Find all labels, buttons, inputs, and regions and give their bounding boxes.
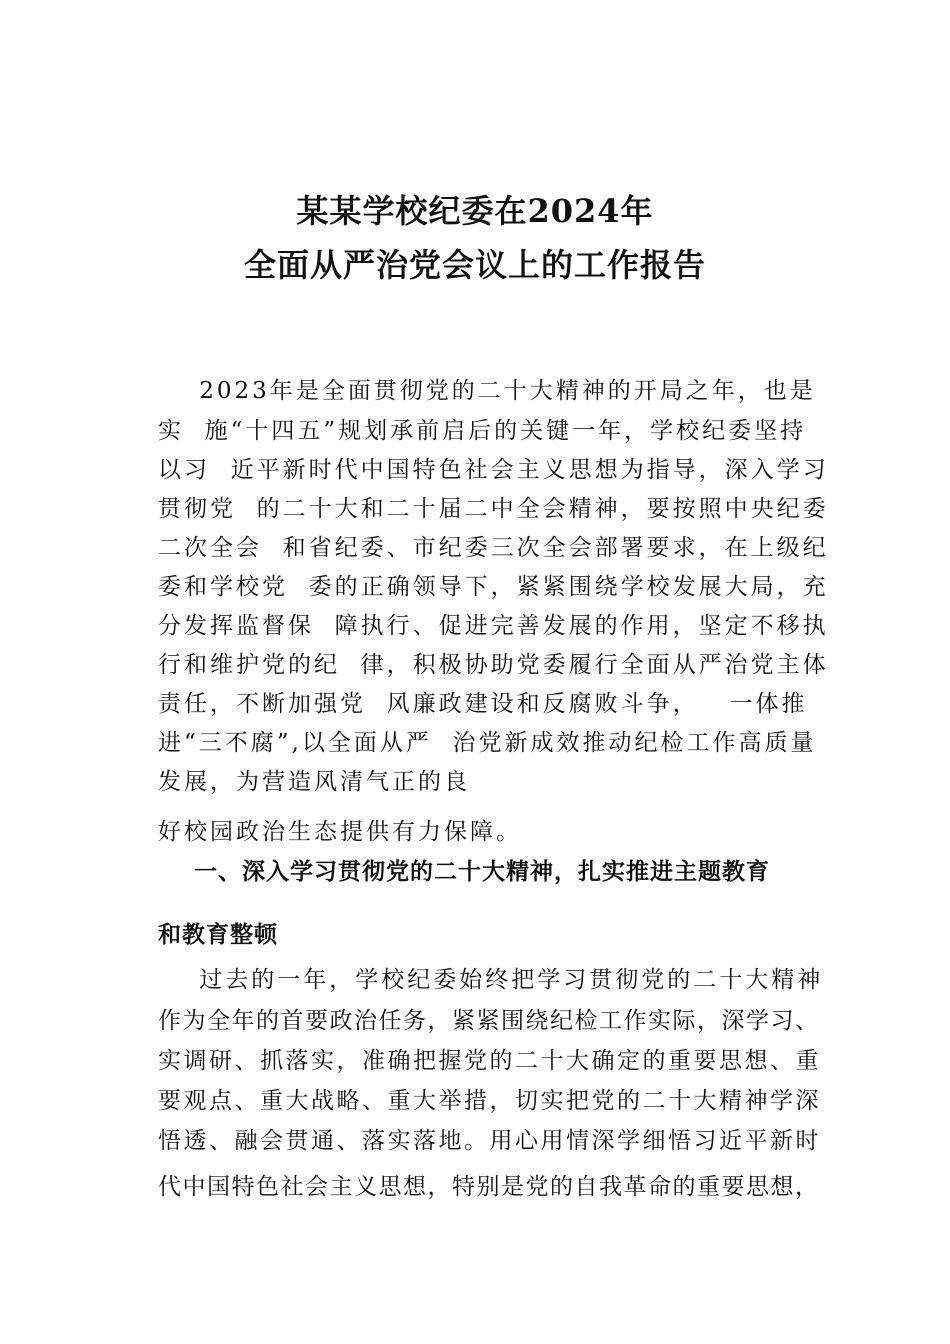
paragraph-line: 作为全年的首要政治任务，紧紧围绕纪检工作实际，深学习、 [158,1008,820,1034]
paragraph-line: 责任，不断加强党 风廉政建设和反腐败斗争， 一体推 [158,691,808,717]
paragraph-line: 实调研、抓落实，准确把握党的二十大确定的重要思想、重 [158,1048,821,1074]
paragraph-line: 贯彻党 的二十大和二十届二中全会精神，要按照中央纪委 [158,496,829,522]
paragraph-line: 二次全会 和省纪委、市纪委三次全会部署要求，在上级纪 [158,535,829,561]
paragraph-line: 代中国特色社会主义思想，特别是党的自我革命的重要思想， [158,1174,820,1200]
paragraph-line: 发展，为营造风清气正的良 [158,769,470,795]
paragraph-line: 好校园政治生态提供有力保障。 [158,819,522,845]
paragraph-line: 行和维护党的纪 律，积极协助党委履行全面从严治党主体 [158,652,829,678]
paragraph-line: 2023年是全面贯彻党的二十大精神的开局之年，也是 [158,378,816,404]
paragraph-line: 进“三不腐”,以全面从严 治党新成效推动纪检工作高质量 [158,730,817,756]
paragraph-line: 委和学校党 委的正确领导下，紧紧围绕学校发展大局，充 [158,574,829,600]
section-heading-line-2: 和教育整顿 [158,922,278,948]
paragraph-line: 实 施“十四五”规划承前启后的关键一年，学校纪委坚持 [158,418,807,444]
paragraph-line: 悟透、融会贯通、落实落地。用心用情深学细悟习近平新时 [158,1128,821,1154]
paragraph-line: 以习 近平新时代中国特色社会主义思想为指导，深入学习 [158,457,829,483]
document-title-line-1: 某某学校纪委在2024年 [296,192,654,230]
paragraph-line: 分发挥监督保 障执行、促进完善发展的作用，坚定不移执 [158,613,829,639]
paragraph-line: 过去的一年，学校纪委始终把学习贯彻党的二十大精神 [158,967,824,993]
section-heading-line-1: 一、深入学习贯彻党的二十大精神，扎实推进主题教育 [158,859,771,885]
document-title-line-2: 全面从严治党会议上的工作报告 [243,246,706,284]
paragraph-line: 要观点、重大战略、重大举措，切实把党的二十大精神学深 [158,1088,821,1114]
